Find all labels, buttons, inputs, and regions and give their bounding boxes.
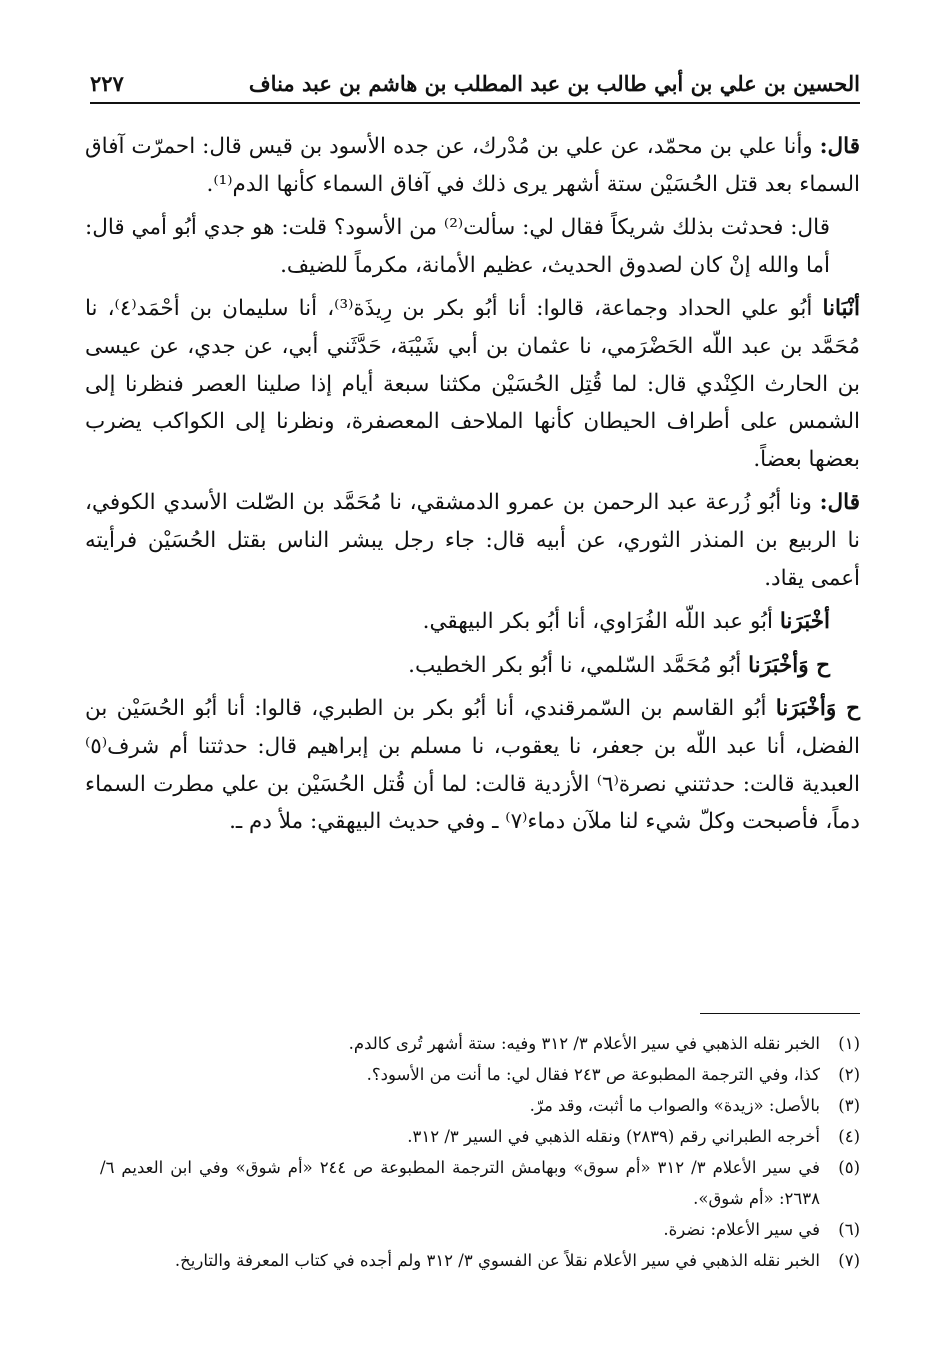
narration-keyword: قال: xyxy=(819,134,860,159)
paragraph-text: ونا أبُو زُرعة عبد الرحمن بن عمرو الدمشقي، نا مُحَمَّد بن الصّلت الأسدي الكوفي، نا الربيع بن المنذر الثوري، عن أبيه قال: جاء رجل يبشر الناس بقتل الحُسَيْن فرأيته أعمى يقاد. xyxy=(85,490,860,591)
footnote-number: (٥) xyxy=(838,1158,860,1177)
paragraph xyxy=(85,484,860,597)
running-title: الحسين بن علي بن أبي طالب بن عبد المطلب بن هاشم بن عبد مناف xyxy=(248,71,860,96)
paragraph-text: أبُو مُحَمَّد السّلمي، نا أبُو بكر الخطيب. xyxy=(408,652,749,678)
paragraph-text: أبُو علي الحداد وجماعة، قالوا: أنا أبُو بكر بن رِيذَة⁽³⁾، أنا سليمان بن أحْمَد⁽٤⁾، نا مُحَمَّد بن عبد اللّه الحَضْرَمي، نا عثمان بن أبي شَيْبَة، حَدَّثَني أبي، عن جدي، عن عيسى بن الحارث الكِنْدي قال: لما قُتِل الحُسَيْن مكثنا سبعة أيام إذا صلينا العصر فنظرنا إلى الشمس على أطراف الحيطان كأنها الملاحف المعصفرة، ونظرنا إلى الكواكب يضرب بعضها بعضاً. xyxy=(85,296,860,472)
paragraph xyxy=(85,647,860,685)
footnotes xyxy=(100,1028,860,1276)
paragraph xyxy=(85,128,860,203)
footnote-text: أخرجه الطبراني رقم (٢٨٣٩) ونقله الذهبي في السير ٣/ ٣١٢. xyxy=(407,1127,820,1146)
footnote xyxy=(100,1121,860,1152)
footnote-number: (١) xyxy=(838,1034,860,1053)
page-number: ٢٢٧ xyxy=(90,71,124,96)
footnote-text: كذا، وفي الترجمة المطبوعة ص ٢٤٣ فقال لي: ما أنت من الأسود؟. xyxy=(366,1065,820,1084)
paragraph xyxy=(85,209,860,284)
footnote-text: في سير الأعلام: نضرة. xyxy=(663,1220,820,1239)
footnote-number: (٧) xyxy=(838,1251,860,1270)
footnote-text: بالأصل: «زيدة» والصواب ما أثبت، وقد مرّ. xyxy=(529,1096,820,1115)
narration-keyword: أخْبَرَنا xyxy=(779,609,830,635)
footnote-text: الخبر نقله الذهبي في سير الأعلام ٣/ ٣١٢ وفيه: ستة أشهر تُرى كالدم. xyxy=(348,1034,820,1053)
narration-keyword: قال: xyxy=(819,490,860,516)
narration-keyword: أنْبَانا xyxy=(822,296,860,322)
paragraph-text: أبُو القاسم بن السّمرقندي، أنا أبُو بكر بن الطبري، قالوا: أنا أبُو الحُسَيْن بن الفضل، أنا عبد اللّه بن جعفر، نا يعقوب، نا مسلم بن إبراهيم قال: حدثتنا أم شرف⁽٥⁾ العبدية قالت: حدثتني نصرة⁽٦⁾ الأزدية قالت: لما أن قُتل الحُسَيْن بن علي مطرت السماء دماً، فأصبحت وكلّ شيء لنا ملآن دماء⁽٧⁾ ـ وفي حديث البيهقي: ملأ دم ـ. xyxy=(85,696,860,835)
paragraph xyxy=(85,603,860,641)
page-header xyxy=(90,60,860,104)
paragraph-text: أبُو عبد اللّه الفُرَاوي، أنا أبُو بكر البيهقي. xyxy=(422,609,780,635)
narration-keyword: ح وَأخْبَرَنا xyxy=(775,696,860,722)
paragraph-text: قال: فحدثت بذلك شريكاً فقال لي: سألت⁽²⁾ من الأسود؟ قلت: هو جدي أبُو أمي قال: أما والله إنْ كان لصدوق الحديث، عظيم الأمانة، مكرماً للضيف. xyxy=(85,215,830,278)
main-text xyxy=(85,128,860,847)
paragraph-text: وأنا علي بن محمّد، عن علي بن مُدْرك، عن جده الأسود بن قيس قال: احمرّت آفاق السماء بعد قتل الحُسَيْن ستة أشهر يرى ذلك في آفاق السماء كأنها الدم⁽¹⁾. xyxy=(85,134,860,197)
footnote-separator xyxy=(700,1013,860,1014)
footnote-number: (٦) xyxy=(838,1220,860,1239)
footnote xyxy=(100,1214,860,1245)
footnote xyxy=(100,1152,860,1214)
footnote xyxy=(100,1059,860,1090)
paragraph xyxy=(85,690,860,840)
narration-keyword: ح وَأخْبَرَنا xyxy=(748,652,830,678)
footnote-text: الخبر نقله الذهبي في سير الأعلام نقلاً عن الفسوي ٣/ ٣١٢ ولم أجده في كتاب المعرفة والتاريخ. xyxy=(174,1251,820,1270)
footnote xyxy=(100,1090,860,1121)
footnote xyxy=(100,1245,860,1276)
footnote-number: (٤) xyxy=(838,1127,860,1146)
footnote xyxy=(100,1028,860,1059)
footnote-text: في سير الأعلام ٣/ ٣١٢ «أم سوق» وبهامش الترجمة المطبوعة ص ٢٤٤ «أم شوق» وفي ابن العديم ٦/ ٢٦٣٨: «أم شوق». xyxy=(100,1158,821,1208)
footnote-number: (٣) xyxy=(838,1096,860,1115)
footnote-number: (٢) xyxy=(838,1065,860,1084)
paragraph xyxy=(85,290,860,478)
